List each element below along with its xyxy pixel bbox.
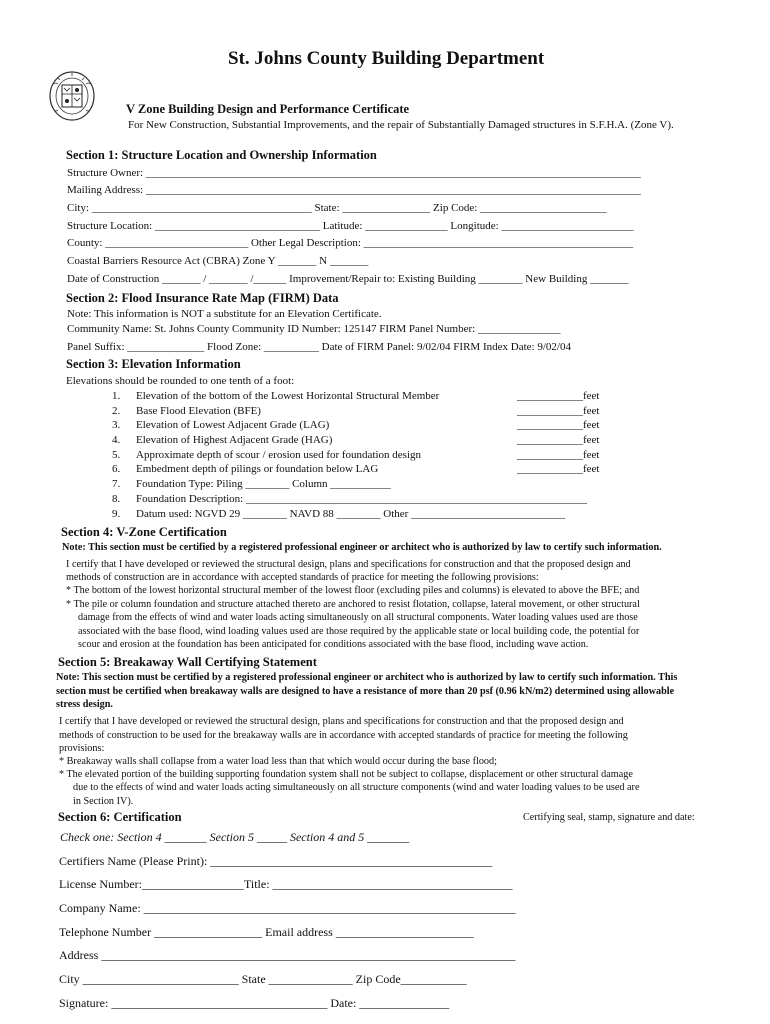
item-unit[interactable]: ____________feet: [517, 405, 600, 417]
form-scope: For New Construction, Substantial Improvements, and the repair of Substantially Damaged structures in S.F.H.A. (Zone V).: [128, 119, 674, 131]
item-unit[interactable]: ____________feet: [517, 463, 600, 475]
section-4-heading: Section 4: V-Zone Certification: [61, 525, 227, 539]
section-5-note-1: Note: This section must be certified by a registered professional engineer or architect who is authorized by law to certify such information. This: [56, 672, 678, 683]
item-label: Approximate depth of scour / erosion used for foundation design: [136, 449, 422, 461]
structure-owner-field[interactable]: Structure Owner: __________________________________________________________________________________________: [67, 167, 641, 179]
certifier-name-field[interactable]: Certifiers Name (Please Print): _______________________________________________: [59, 854, 493, 868]
item-unit[interactable]: ____________feet: [517, 449, 600, 461]
item-number: 6.: [112, 463, 121, 475]
city-state-zip-field[interactable]: City: ________________________________________ State: ________________ Zip Code: _______________________: [67, 202, 607, 214]
section-1-heading: Section 1: Structure Location and Ownership Information: [66, 148, 377, 162]
community-info-field[interactable]: Community Name: St. Johns County Community ID Number: 125147 FIRM Panel Number: _______________: [67, 323, 561, 335]
county-legal-field[interactable]: County: __________________________ Other Legal Description: _________________________________________________: [67, 237, 634, 249]
section-5-bullet-2b: due to the effects of wind and water loads acting simultaneously on all structure components (wind and water loading values to be used are: [73, 782, 640, 793]
item-number: 4.: [112, 434, 121, 446]
structure-location-field[interactable]: Structure Location: ______________________________ Latitude: _______________ Longitude: ________________________: [67, 220, 634, 232]
section-5-statement-1: I certify that I have developed or reviewed the structural design, plans and specifications for construction and that the proposed design and: [59, 716, 624, 727]
datum-field[interactable]: Datum used: NGVD 29 ________ NAVD 88 ________ Other ____________________________: [136, 508, 566, 520]
county-seal-logo: [48, 70, 96, 122]
telephone-email-field[interactable]: Telephone Number __________________ Email address _______________________: [59, 925, 474, 939]
section-5-note-2: section must be certified when breakaway walls are designed to have a resistance of more than 20 psf (0.96 kN/m2) determined using allowable: [56, 686, 675, 697]
signature-date-field[interactable]: Signature: ____________________________________ Date: _______________: [59, 996, 450, 1010]
section-4-bullet-2c: associated with the base flood, wind loading values used are those required by the applicable state or local building code, the potential for: [78, 626, 640, 637]
section-4-statement-2: methods of construction are in accordance with accepted standards of practice for meeting the following provisions:: [66, 572, 539, 583]
foundation-type-field[interactable]: Foundation Type: Piling ________ Column ___________: [136, 478, 391, 490]
form-subtitle: V Zone Building Design and Performance Certificate: [126, 102, 410, 116]
foundation-description-field[interactable]: Foundation Description: ______________________________________________________________: [136, 493, 587, 505]
elevation-intro: Elevations should be rounded to one tenth of a foot:: [66, 375, 295, 387]
item-unit[interactable]: ____________feet: [517, 390, 600, 402]
section-4-bullet-2a: * The pile or column foundation and structure attached thereto are anchored to resist flotation, collapse, lateral movement, or other structural: [66, 599, 640, 610]
construction-date-field[interactable]: Date of Construction _______ / _______ /______ Improvement/Repair to: Existing Building ________ New Building _______: [67, 273, 629, 285]
section-2-heading: Section 2: Flood Insurance Rate Map (FIRM) Data: [66, 291, 339, 305]
item-number: 8.: [112, 493, 121, 505]
item-label: Elevation of the bottom of the Lowest Horizontal Structural Member: [136, 390, 440, 402]
section-5-statement-3: provisions:: [59, 743, 105, 754]
cbra-zone-field[interactable]: Coastal Barriers Resource Act (CBRA) Zone Y _______ N _______: [67, 255, 369, 267]
item-number: 2.: [112, 405, 121, 417]
item-number: 9.: [112, 508, 121, 520]
item-number: 7.: [112, 478, 121, 490]
page-title: St. Johns County Building Department: [228, 48, 545, 69]
section-5-statement-2: methods of construction to be used for the breakaway walls are in accordance with accepted standards of practice for meeting the following: [59, 730, 628, 741]
item-label: Base Flood Elevation (BFE): [136, 405, 261, 417]
firm-note: Note: This information is NOT a substitute for an Elevation Certificate.: [67, 308, 382, 320]
item-label: Embedment depth of pilings or foundation below LAG: [136, 463, 379, 475]
section-4-statement-1: I certify that I have developed or reviewed the structural design, plans and specifications for construction and that the proposed design and: [66, 559, 631, 570]
item-number: 1.: [112, 390, 121, 402]
section-4-note: Note: This section must be certified by a registered professional engineer or architect who is authorized by law to certify such information.: [62, 542, 662, 553]
mailing-address-field[interactable]: Mailing Address: __________________________________________________________________________________________: [67, 184, 641, 196]
license-title-field[interactable]: License Number:_________________Title: ________________________________________: [59, 877, 513, 891]
certifying-seal-label: Certifying seal, stamp, signature and date:: [523, 812, 695, 823]
section-3-heading: Section 3: Elevation Information: [66, 357, 241, 371]
section-5-heading: Section 5: Breakaway Wall Certifying Statement: [58, 655, 317, 669]
address-field[interactable]: Address _____________________________________________________________________: [59, 948, 516, 962]
section-5-bullet-2a: * The elevated portion of the building supporting foundation system shall not be subject to collapse, displacement or other structural damage: [59, 769, 633, 780]
section-5-bullet-1: * Breakaway walls shall collapse from a water load less than that which would occur during the base flood;: [59, 756, 497, 767]
section-4-bullet-2b: damage from the effects of wind and water loads acting simultaneously on all structural components. Water loading values used are those: [78, 612, 638, 623]
item-number: 3.: [112, 419, 121, 431]
item-label: Elevation of Lowest Adjacent Grade (LAG): [136, 419, 330, 431]
item-unit[interactable]: ____________feet: [517, 419, 600, 431]
city-state-zip-cert-field[interactable]: City __________________________ State ______________ Zip Code___________: [59, 972, 467, 986]
item-unit[interactable]: ____________feet: [517, 434, 600, 446]
panel-suffix-field[interactable]: Panel Suffix: ______________ Flood Zone: __________ Date of FIRM Panel: 9/02/04 FIRM Index Date: 9/02/04: [67, 341, 571, 353]
item-label: Elevation of Highest Adjacent Grade (HAG): [136, 434, 333, 446]
section-5-bullet-2c: in Section IV).: [73, 796, 134, 807]
company-name-field[interactable]: Company Name: ______________________________________________________________: [59, 901, 516, 915]
item-number: 5.: [112, 449, 121, 461]
section-4-bullet-2d: scour and erosion at the foundation has been anticipated for conditions associated with the base flood, including wave action.: [78, 639, 589, 650]
section-4-bullet-1: * The bottom of the lowest horizontal structural member of the lowest floor (excluding piles and columns) is elevated to above the BFE; and: [66, 585, 640, 596]
check-one-field[interactable]: Check one: Section 4 _______ Section 5 _____ Section 4 and 5 _______: [60, 830, 410, 844]
section-6-heading: Section 6: Certification: [58, 810, 182, 824]
section-5-note-3: stress design.: [56, 699, 113, 710]
